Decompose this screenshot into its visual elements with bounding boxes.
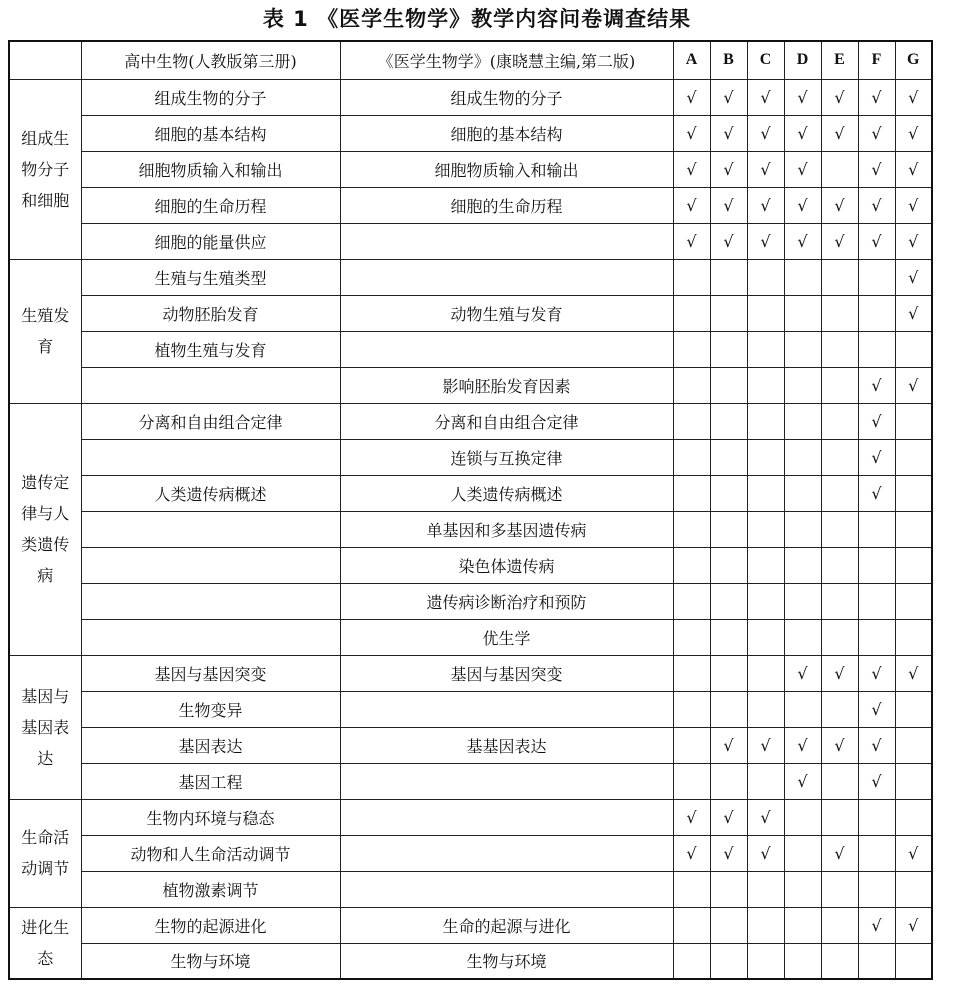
check-cell-b <box>710 655 747 691</box>
check-cell-c <box>747 475 784 511</box>
check-cell-d <box>784 907 821 943</box>
check-cell-e <box>821 151 858 187</box>
check-cell-e <box>821 907 858 943</box>
check-cell-d <box>784 367 821 403</box>
table-row <box>9 475 932 511</box>
check-cell-a <box>673 691 710 727</box>
check-cell-b <box>710 295 747 331</box>
table-row <box>9 259 932 295</box>
check-cell-d <box>784 547 821 583</box>
check-cell-a: √ <box>673 223 710 259</box>
check-cell-a <box>673 583 710 619</box>
check-cell-f: √ <box>858 439 895 475</box>
table-row <box>9 763 932 799</box>
medical-topic: 组成生物的分子 <box>340 79 673 115</box>
check-cell-d <box>784 331 821 367</box>
table-row <box>9 187 932 223</box>
medical-topic: 基因与基因突变 <box>340 655 673 691</box>
check-cell-c <box>747 691 784 727</box>
medical-topic: 影响胚胎发育因素 <box>340 367 673 403</box>
check-cell-d: √ <box>784 151 821 187</box>
table-row <box>9 151 932 187</box>
check-cell-e <box>821 943 858 979</box>
check-cell-d <box>784 511 821 547</box>
check-cell-e <box>821 439 858 475</box>
high-school-topic: 生殖与生殖类型 <box>81 259 340 295</box>
check-cell-b: √ <box>710 115 747 151</box>
check-cell-c: √ <box>747 835 784 871</box>
high-school-topic: 基因与基因突变 <box>81 655 340 691</box>
check-cell-f: √ <box>858 223 895 259</box>
check-cell-g: √ <box>895 223 932 259</box>
check-cell-b <box>710 619 747 655</box>
medical-topic <box>340 763 673 799</box>
high-school-topic: 分离和自由组合定律 <box>81 403 340 439</box>
table-row <box>9 439 932 475</box>
check-cell-a <box>673 547 710 583</box>
check-cell-g: √ <box>895 151 932 187</box>
high-school-topic: 生物与环境 <box>81 943 340 979</box>
medical-topic: 基基因表达 <box>340 727 673 763</box>
check-cell-d <box>784 439 821 475</box>
category-cell <box>9 799 81 907</box>
check-cell-f <box>858 619 895 655</box>
check-cell-c: √ <box>747 727 784 763</box>
high-school-topic: 基因表达 <box>81 727 340 763</box>
check-cell-d: √ <box>784 763 821 799</box>
check-cell-c: √ <box>747 223 784 259</box>
check-cell-a: √ <box>673 151 710 187</box>
check-cell-e <box>821 259 858 295</box>
header-letter-g: G <box>895 41 932 79</box>
check-cell-g <box>895 727 932 763</box>
category-cell <box>9 259 81 403</box>
check-cell-b: √ <box>710 727 747 763</box>
header-letter-b: B <box>710 41 747 79</box>
check-cell-f <box>858 331 895 367</box>
high-school-topic: 细胞的能量供应 <box>81 223 340 259</box>
check-cell-f: √ <box>858 151 895 187</box>
table-row <box>9 691 932 727</box>
header-row <box>9 41 932 79</box>
header-high-school: 高中生物(人教版第三册) <box>81 41 340 79</box>
check-cell-f <box>858 511 895 547</box>
high-school-topic: 细胞物质输入和输出 <box>81 151 340 187</box>
check-cell-c <box>747 547 784 583</box>
medical-topic: 分离和自由组合定律 <box>340 403 673 439</box>
check-cell-f <box>858 835 895 871</box>
check-cell-g: √ <box>895 259 932 295</box>
category-label: 进化生态 <box>21 917 70 968</box>
check-cell-g: √ <box>895 187 932 223</box>
table-row <box>9 403 932 439</box>
medical-topic <box>340 223 673 259</box>
table-row <box>9 619 932 655</box>
check-cell-b: √ <box>710 151 747 187</box>
category-label: 生命活动调节 <box>21 828 70 878</box>
check-cell-f: √ <box>858 187 895 223</box>
check-cell-g <box>895 691 932 727</box>
table-row <box>9 655 932 691</box>
table-row <box>9 907 932 943</box>
table-row <box>9 367 932 403</box>
check-cell-e <box>821 367 858 403</box>
check-cell-c <box>747 943 784 979</box>
check-cell-e: √ <box>821 727 858 763</box>
medical-topic: 遗传病诊断治疗和预防 <box>340 583 673 619</box>
header-letter-c: C <box>747 41 784 79</box>
check-cell-b <box>710 943 747 979</box>
check-cell-a <box>673 655 710 691</box>
check-cell-b <box>710 547 747 583</box>
category-cell <box>9 403 81 655</box>
check-cell-f: √ <box>858 907 895 943</box>
check-cell-c <box>747 763 784 799</box>
check-cell-b <box>710 259 747 295</box>
high-school-topic: 植物激素调节 <box>81 871 340 907</box>
high-school-topic <box>81 583 340 619</box>
check-cell-e <box>821 511 858 547</box>
table-row <box>9 727 932 763</box>
check-cell-g <box>895 475 932 511</box>
high-school-topic: 基因工程 <box>81 763 340 799</box>
check-cell-a: √ <box>673 115 710 151</box>
check-cell-e: √ <box>821 655 858 691</box>
check-cell-g: √ <box>895 295 932 331</box>
check-cell-f: √ <box>858 367 895 403</box>
check-cell-f: √ <box>858 475 895 511</box>
check-cell-e: √ <box>821 187 858 223</box>
check-cell-g: √ <box>895 907 932 943</box>
check-cell-f <box>858 943 895 979</box>
high-school-topic: 生物的起源进化 <box>81 907 340 943</box>
check-cell-e <box>821 691 858 727</box>
check-cell-b <box>710 691 747 727</box>
category-cell <box>9 79 81 259</box>
check-cell-g: √ <box>895 835 932 871</box>
check-cell-f: √ <box>858 79 895 115</box>
medical-topic: 人类遗传病概述 <box>340 475 673 511</box>
header-letter-d: D <box>784 41 821 79</box>
check-cell-a <box>673 907 710 943</box>
medical-topic <box>340 331 673 367</box>
table-row <box>9 583 932 619</box>
check-cell-d <box>784 475 821 511</box>
check-cell-f: √ <box>858 115 895 151</box>
check-cell-a <box>673 475 710 511</box>
check-cell-g <box>895 763 932 799</box>
check-cell-b <box>710 511 747 547</box>
check-cell-f <box>858 799 895 835</box>
category-cell <box>9 655 81 799</box>
check-cell-f <box>858 295 895 331</box>
medical-topic: 连锁与互换定律 <box>340 439 673 475</box>
check-cell-a <box>673 763 710 799</box>
check-cell-a: √ <box>673 799 710 835</box>
check-cell-b: √ <box>710 187 747 223</box>
check-cell-g <box>895 439 932 475</box>
check-cell-a <box>673 403 710 439</box>
header-letter-e: E <box>821 41 858 79</box>
check-cell-b: √ <box>710 799 747 835</box>
check-cell-b <box>710 403 747 439</box>
check-cell-a <box>673 943 710 979</box>
table-row <box>9 223 932 259</box>
check-cell-e <box>821 475 858 511</box>
medical-topic <box>340 835 673 871</box>
high-school-topic <box>81 439 340 475</box>
medical-topic: 细胞的生命历程 <box>340 187 673 223</box>
header-letter-f: F <box>858 41 895 79</box>
check-cell-f <box>858 871 895 907</box>
medical-topic: 细胞物质输入和输出 <box>340 151 673 187</box>
high-school-topic: 人类遗传病概述 <box>81 475 340 511</box>
check-cell-c <box>747 439 784 475</box>
medical-topic: 单基因和多基因遗传病 <box>340 511 673 547</box>
check-cell-b <box>710 367 747 403</box>
medical-topic: 染色体遗传病 <box>340 547 673 583</box>
survey-table <box>8 40 933 980</box>
check-cell-d <box>784 835 821 871</box>
check-cell-f: √ <box>858 727 895 763</box>
check-cell-a: √ <box>673 835 710 871</box>
check-cell-a <box>673 367 710 403</box>
check-cell-c <box>747 295 784 331</box>
check-cell-e: √ <box>821 223 858 259</box>
check-cell-g <box>895 871 932 907</box>
check-cell-a <box>673 727 710 763</box>
check-cell-c: √ <box>747 79 784 115</box>
survey-table-body <box>9 41 932 979</box>
table-row <box>9 511 932 547</box>
check-cell-c: √ <box>747 151 784 187</box>
check-cell-g <box>895 403 932 439</box>
high-school-topic: 生物内环境与稳态 <box>81 799 340 835</box>
check-cell-e <box>821 871 858 907</box>
table-row <box>9 115 932 151</box>
check-cell-f <box>858 259 895 295</box>
medical-topic <box>340 799 673 835</box>
check-cell-c <box>747 907 784 943</box>
check-cell-g <box>895 511 932 547</box>
check-cell-e <box>821 331 858 367</box>
category-label: 生殖发育 <box>21 306 70 356</box>
table-row <box>9 871 932 907</box>
table-row <box>9 943 932 979</box>
check-cell-b: √ <box>710 79 747 115</box>
check-cell-g <box>895 331 932 367</box>
check-cell-b <box>710 475 747 511</box>
check-cell-c <box>747 583 784 619</box>
table-row <box>9 799 932 835</box>
check-cell-c <box>747 403 784 439</box>
header-medical: 《医学生物学》(康晓慧主编,第二版) <box>340 41 673 79</box>
check-cell-a <box>673 511 710 547</box>
high-school-topic: 生物变异 <box>81 691 340 727</box>
check-cell-g <box>895 583 932 619</box>
table-row <box>9 295 932 331</box>
table-row <box>9 331 932 367</box>
check-cell-d <box>784 259 821 295</box>
check-cell-g: √ <box>895 367 932 403</box>
check-cell-d: √ <box>784 115 821 151</box>
high-school-topic: 动物和人生命活动调节 <box>81 835 340 871</box>
high-school-topic: 细胞的生命历程 <box>81 187 340 223</box>
check-cell-g: √ <box>895 115 932 151</box>
check-cell-c: √ <box>747 115 784 151</box>
high-school-topic <box>81 367 340 403</box>
category-label: 基因与基因表达 <box>21 686 70 768</box>
check-cell-d: √ <box>784 655 821 691</box>
table-row <box>9 835 932 871</box>
check-cell-e <box>821 763 858 799</box>
check-cell-a <box>673 619 710 655</box>
check-cell-d: √ <box>784 187 821 223</box>
check-cell-b <box>710 907 747 943</box>
check-cell-f: √ <box>858 691 895 727</box>
check-cell-a <box>673 871 710 907</box>
check-cell-a <box>673 439 710 475</box>
check-cell-g <box>895 799 932 835</box>
check-cell-d <box>784 871 821 907</box>
table-row <box>9 547 932 583</box>
category-label: 组成生物分子和细胞 <box>21 128 70 210</box>
check-cell-c <box>747 331 784 367</box>
check-cell-a: √ <box>673 79 710 115</box>
check-cell-c <box>747 871 784 907</box>
medical-topic: 生物与环境 <box>340 943 673 979</box>
table-title: 表 1 《医学生物学》教学内容问卷调查结果 <box>262 7 692 31</box>
check-cell-b: √ <box>710 835 747 871</box>
check-cell-c: √ <box>747 187 784 223</box>
check-cell-a <box>673 331 710 367</box>
check-cell-f <box>858 583 895 619</box>
check-cell-d <box>784 583 821 619</box>
high-school-topic: 动物胚胎发育 <box>81 295 340 331</box>
check-cell-d: √ <box>784 79 821 115</box>
check-cell-d <box>784 295 821 331</box>
check-cell-a <box>673 259 710 295</box>
check-cell-e <box>821 403 858 439</box>
category-label: 遗传定律与人类遗传病 <box>21 473 70 585</box>
category-cell <box>9 907 81 979</box>
check-cell-e <box>821 583 858 619</box>
table-row <box>9 79 932 115</box>
check-cell-e <box>821 799 858 835</box>
medical-topic: 生命的起源与进化 <box>340 907 673 943</box>
high-school-topic: 植物生殖与发育 <box>81 331 340 367</box>
check-cell-g <box>895 547 932 583</box>
check-cell-d: √ <box>784 223 821 259</box>
check-cell-f: √ <box>858 403 895 439</box>
check-cell-d <box>784 619 821 655</box>
check-cell-d <box>784 403 821 439</box>
check-cell-e <box>821 547 858 583</box>
high-school-topic: 细胞的基本结构 <box>81 115 340 151</box>
check-cell-b <box>710 583 747 619</box>
header-corner <box>9 41 81 79</box>
check-cell-a: √ <box>673 187 710 223</box>
medical-topic: 细胞的基本结构 <box>340 115 673 151</box>
check-cell-e <box>821 619 858 655</box>
check-cell-a <box>673 295 710 331</box>
check-cell-g: √ <box>895 655 932 691</box>
check-cell-c <box>747 655 784 691</box>
check-cell-c <box>747 619 784 655</box>
medical-topic: 动物生殖与发育 <box>340 295 673 331</box>
check-cell-e <box>821 295 858 331</box>
check-cell-d <box>784 799 821 835</box>
medical-topic: 优生学 <box>340 619 673 655</box>
check-cell-f: √ <box>858 655 895 691</box>
check-cell-c <box>747 367 784 403</box>
check-cell-f <box>858 547 895 583</box>
check-cell-c <box>747 259 784 295</box>
check-cell-b: √ <box>710 223 747 259</box>
check-cell-b <box>710 331 747 367</box>
check-cell-d <box>784 943 821 979</box>
header-letter-a: A <box>673 41 710 79</box>
high-school-topic <box>81 619 340 655</box>
check-cell-g <box>895 619 932 655</box>
check-cell-d <box>784 691 821 727</box>
medical-topic <box>340 871 673 907</box>
check-cell-f: √ <box>858 763 895 799</box>
check-cell-g: √ <box>895 79 932 115</box>
check-cell-e: √ <box>821 835 858 871</box>
check-cell-c: √ <box>747 799 784 835</box>
check-cell-c <box>747 511 784 547</box>
check-cell-g <box>895 943 932 979</box>
medical-topic <box>340 691 673 727</box>
medical-topic <box>340 259 673 295</box>
check-cell-b <box>710 871 747 907</box>
high-school-topic <box>81 547 340 583</box>
check-cell-e: √ <box>821 79 858 115</box>
check-cell-d: √ <box>784 727 821 763</box>
check-cell-e: √ <box>821 115 858 151</box>
high-school-topic <box>81 511 340 547</box>
check-cell-b <box>710 439 747 475</box>
check-cell-b <box>710 763 747 799</box>
high-school-topic: 组成生物的分子 <box>81 79 340 115</box>
